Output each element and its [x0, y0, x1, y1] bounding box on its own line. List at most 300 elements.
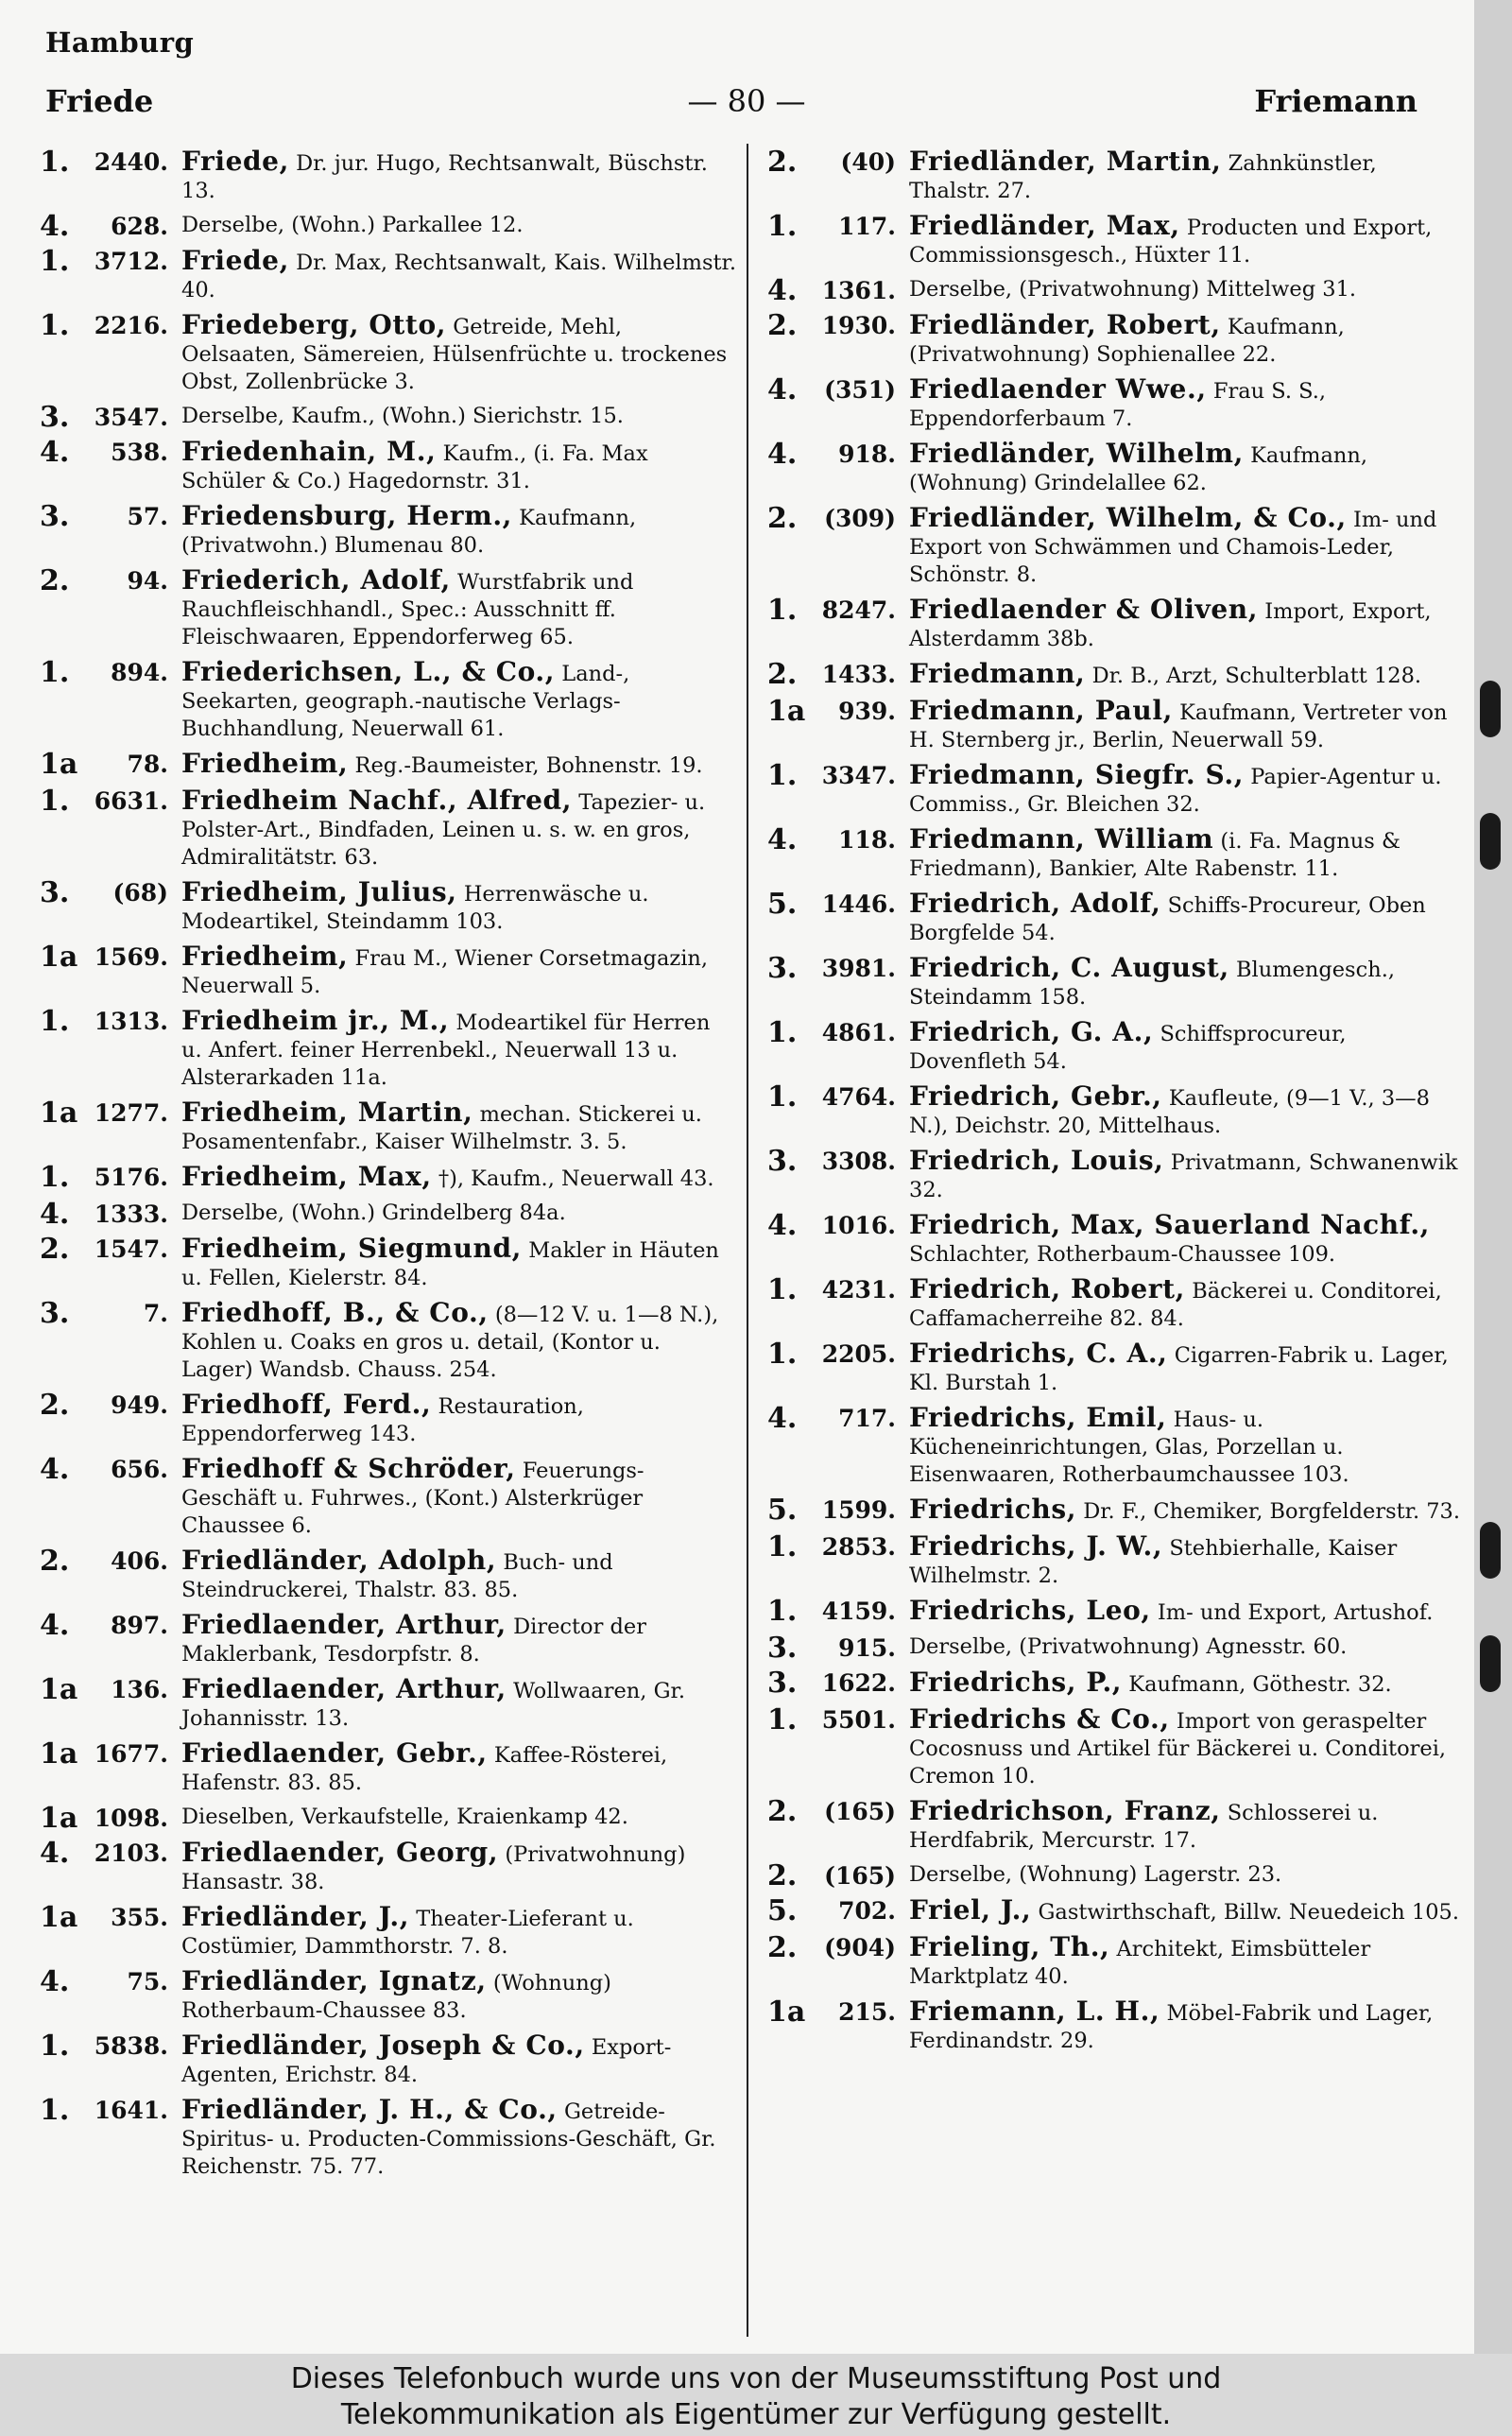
subscriber-details: Cigarren-Fabrik u. Lager, Kl. Burstah 1. [909, 1343, 1449, 1395]
entry-body [181, 658, 737, 743]
entry-body [909, 660, 1465, 690]
line-number: 1333. [94, 1201, 168, 1228]
line-number: 2853. [821, 1533, 896, 1561]
phone-number [767, 210, 909, 243]
line-number: 5501. [821, 1706, 896, 1734]
line-number: (68) [112, 879, 168, 907]
entry-body [909, 276, 1465, 303]
phone-number [767, 1530, 909, 1564]
subscriber-name: Friedheim, [181, 748, 349, 779]
entry-body [181, 1675, 737, 1733]
subscriber-name: Friedrich, G. A., [909, 1016, 1154, 1047]
entry-body [909, 311, 1465, 369]
entry-body [909, 697, 1465, 754]
phone-number [40, 1233, 181, 1266]
exchange-code: 1. [767, 594, 798, 627]
phone-number [767, 1016, 909, 1049]
line-number: 939. [838, 698, 896, 725]
exchange-code: 3. [40, 876, 70, 909]
subscriber-name: Friedrichs, [909, 1494, 1077, 1525]
directory-entry [767, 1147, 1465, 1204]
footer-line: Dieses Telefonbuch wurde uns von der Museumsstiftung Post und [290, 2362, 1222, 2395]
subscriber-details: (i. Fa. Magnus & Friedmann), Bankier, Alte Rabenstr. 11. [909, 829, 1401, 881]
binding-tab [1480, 681, 1501, 737]
exchange-code: 1a [40, 941, 78, 974]
subscriber-name: Friedländer, Adolph, [181, 1545, 497, 1576]
subscriber-details: (Wohnung) Rotherbaum-Chaussee 83. [181, 1971, 611, 2023]
phone-number [40, 1837, 181, 1870]
phone-number [40, 210, 181, 243]
subscriber-name: Friedrichson, Franz, [909, 1795, 1221, 1826]
subscriber-details: Kaufleute, (9—1 V., 3—8 N.), Deichstr. 20, Mittelhaus. [909, 1086, 1430, 1138]
directory-entry [40, 1098, 737, 1156]
directory-entry [40, 438, 737, 495]
exchange-code: 4. [40, 436, 70, 469]
subscriber-name: Friedheim, [181, 941, 349, 972]
directory-entry [767, 1896, 1465, 1926]
subscriber-name: Friede, [181, 146, 289, 177]
directory-entry [767, 375, 1465, 433]
line-number: 1313. [94, 1008, 168, 1035]
exchange-code: 5. [767, 1494, 798, 1527]
line-number: 118. [838, 826, 896, 854]
directory-entry [40, 1903, 737, 1961]
exchange-code: 1. [40, 2094, 70, 2127]
page-edge [1474, 0, 1512, 2354]
directory-entry [767, 1933, 1465, 1991]
line-number: 4764. [821, 1083, 896, 1111]
line-number: 2103. [94, 1840, 168, 1867]
subscriber-details: Zahnkünstler, Thalstr. 27. [909, 151, 1377, 203]
line-number: 2216. [94, 312, 168, 339]
subscriber-name: Friedlaender Wwe., [909, 373, 1207, 405]
entry-body [181, 1903, 737, 1961]
subscriber-name: Friedrich, Max, Sauerland Nachf., [909, 1209, 1431, 1240]
subscriber-name: Friedhoff & Schröder, [181, 1453, 516, 1484]
entry-body [181, 247, 737, 304]
entry-body [909, 440, 1465, 497]
directory-entry [40, 658, 737, 743]
subscriber-name: Friedländer, Wilhelm, & Co., [909, 502, 1347, 533]
directory-entry [767, 1997, 1465, 2055]
line-number: 897. [111, 1612, 168, 1639]
subscriber-name: Friedlaender, Gebr., [181, 1737, 488, 1769]
exchange-code: 2. [767, 1795, 798, 1828]
line-number: 702. [838, 1897, 896, 1925]
subscriber-details: Dr. Max, Rechtsanwalt, Kais. Wilhelmstr. 40. [181, 251, 736, 302]
entry-body [181, 750, 737, 780]
phone-number [40, 1802, 181, 1835]
phone-number [40, 2094, 181, 2127]
directory-entry [767, 274, 1465, 307]
subscriber-details: (Privatwohnung) Hansastr. 38. [181, 1842, 686, 1894]
exchange-code: 3. [767, 1632, 798, 1665]
line-number: 3981. [821, 955, 896, 982]
subscriber-details: Restauration, Eppendorferweg 143. [181, 1394, 584, 1446]
subscriber-details: Frau S. S., Eppendorferbaum 7. [909, 379, 1327, 431]
line-number: 215. [838, 1998, 896, 2026]
exchange-code: 1. [767, 1595, 798, 1628]
directory-entry [40, 1163, 737, 1193]
directory-entry [767, 311, 1465, 369]
directory-entry [40, 2096, 737, 2181]
line-number: 1622. [821, 1669, 896, 1697]
subscriber-name: Friedeberg, Otto, [181, 309, 447, 340]
exchange-code: 1a [40, 1097, 78, 1130]
phone-number [40, 146, 181, 179]
exchange-code: 2. [767, 1931, 798, 1964]
directory-entry [767, 440, 1465, 497]
entry-body [181, 1455, 737, 1540]
directory-entry [40, 1839, 737, 1896]
phone-number [40, 245, 181, 278]
subscriber-details: Wurstfabrik und Rauchfleischhandl., Spec.: Ausschnitt ff. Fleischwaaren, Eppendorferweg 65. [181, 570, 634, 649]
subscriber-details: mechan. Stickerei u. Posamentenfabr., Kaiser Wilhelmstr. 3. 5. [181, 1102, 702, 1154]
exchange-code: 1a [767, 1995, 806, 2029]
binding-tab [1480, 1635, 1501, 1692]
entry-body [909, 1705, 1465, 1790]
column-divider [747, 144, 748, 2337]
entry-body [181, 1235, 737, 1292]
subscriber-name: Friedheim jr., M., [181, 1005, 450, 1036]
phone-number [40, 2030, 181, 2063]
line-number: 628. [111, 213, 168, 240]
directory-entry [767, 504, 1465, 589]
directory-entry [767, 147, 1465, 205]
entry-body [909, 147, 1465, 205]
directory-entry [40, 1611, 737, 1668]
phone-number [40, 1297, 181, 1330]
directory-entry [767, 1082, 1465, 1140]
entry-body [909, 1147, 1465, 1204]
entry-body [909, 212, 1465, 269]
phone-number [40, 566, 181, 595]
exchange-code: 3. [40, 1297, 70, 1330]
line-number: 75. [127, 1968, 168, 1995]
line-number: 117. [838, 213, 896, 240]
directory-entry [40, 147, 737, 205]
line-number: 1277. [94, 1099, 168, 1127]
phone-number [40, 401, 181, 434]
subscriber-details: Frau M., Wiener Corsetmagazin, Neuerwall 5. [181, 946, 709, 998]
entry-body [909, 890, 1465, 947]
subscriber-details: Gastwirthschaft, Billw. Neuedeich 105. [1038, 1900, 1459, 1925]
exchange-code: 1. [40, 785, 70, 818]
entry-body [181, 403, 737, 430]
page-number: — 80 — [687, 83, 806, 119]
entry-body [909, 954, 1465, 1011]
subscriber-name: Friedländer, Robert, [909, 309, 1221, 340]
entry-body [181, 566, 737, 651]
line-number: 5838. [94, 2032, 168, 2060]
exchange-code: 3. [767, 952, 798, 985]
phone-number [767, 1209, 909, 1242]
subscriber-name: Friedlaender, Arthur, [181, 1609, 507, 1640]
phone-number [767, 1595, 909, 1628]
line-number: 78. [127, 751, 168, 778]
line-number: 1446. [821, 890, 896, 918]
subscriber-name: Friedrichs & Co., [909, 1703, 1170, 1735]
entry-body [181, 878, 737, 936]
entry-body [181, 1546, 737, 1604]
subscriber-name: Friedheim, Siegmund, [181, 1233, 523, 1264]
exchange-code: 1. [767, 1273, 798, 1306]
exchange-code: 1a [40, 1802, 78, 1835]
subscriber-name: Friedrichs, Emil, [909, 1402, 1167, 1433]
phone-number [767, 1931, 909, 1964]
line-number: 1569. [94, 943, 168, 971]
line-number: 5176. [94, 1164, 168, 1191]
phone-number [767, 1667, 909, 1700]
entry-body [909, 1597, 1465, 1627]
line-number: 1930. [821, 312, 896, 339]
phone-number [40, 1389, 181, 1422]
subscriber-name: Friedländer, Martin, [909, 146, 1222, 177]
directory-entry [767, 1668, 1465, 1699]
exchange-code: 1. [767, 759, 798, 792]
exchange-code: 4. [40, 1609, 70, 1642]
subscriber-details: Kaufmann, Vertreter von H. Sternberg jr., Berlin, Neuerwall 59. [909, 700, 1448, 752]
subscriber-details: Derselbe, (Wohnung) Lagerstr. 23. [909, 1862, 1282, 1887]
phone-number [767, 1795, 909, 1828]
subscriber-details: Derselbe, (Privatwohnung) Mittelweg 31. [909, 277, 1357, 302]
exchange-code: 1a [40, 748, 78, 781]
line-number: 136. [111, 1676, 168, 1703]
subscriber-details: Land-, Seekarten, geograph.-nautische Verlags-Buchhandlung, Neuerwall 61. [181, 662, 630, 741]
subscriber-details: Herrenwäsche u. Modeartikel, Steindamm 103. [181, 882, 649, 934]
directory-entry [767, 660, 1465, 690]
line-number: 3547. [94, 404, 168, 431]
directory-entry [767, 1797, 1465, 1855]
binding-tab [1480, 813, 1501, 870]
phone-number [767, 274, 909, 307]
exchange-code: 2. [40, 564, 70, 597]
exchange-code: 2. [767, 146, 798, 179]
directory-entry [40, 1546, 737, 1604]
exchange-code: 4. [767, 438, 798, 471]
subscriber-details: Bäckerei u. Conditorei, Caffamacherreihe 82. 84. [909, 1279, 1442, 1331]
exchange-code: 4. [767, 274, 798, 307]
header-first-entry: Friede [45, 83, 154, 119]
subscriber-name: Friedhoff, Ferd., [181, 1389, 432, 1420]
subscriber-details: Möbel-Fabrik und Lager, Ferdinandstr. 29. [909, 2001, 1434, 2053]
line-number: 894. [111, 659, 168, 686]
subscriber-details: Getreide, Mehl, Oelsaaten, Sämereien, Hülsenfrüchte u. trockenes Obst, Zollenbrücke 3. [181, 315, 728, 394]
directory-entry [767, 761, 1465, 819]
line-number: 2205. [821, 1340, 896, 1368]
line-number: 1098. [94, 1805, 168, 1832]
phone-number [767, 1861, 909, 1890]
subscriber-name: Friedländer, Ignatz, [181, 1965, 487, 1996]
phone-number [767, 502, 909, 535]
entry-body [181, 1611, 737, 1668]
directory-entry [40, 1967, 737, 2025]
subscriber-details: Export-Agenten, Erichstr. 84. [181, 2035, 672, 2087]
entry-body [909, 761, 1465, 819]
subscriber-name: Friedländer, J. H., & Co., [181, 2094, 558, 2125]
subscriber-name: Friedheim Nachf., Alfred, [181, 785, 573, 816]
entry-body [909, 1933, 1465, 1991]
line-number: 3712. [94, 248, 168, 275]
line-number: 7. [143, 1300, 168, 1327]
subscriber-details: Schlachter, Rotherbaum-Chaussee 109. [909, 1242, 1336, 1267]
subscriber-name: Friedlaender, Georg, [181, 1837, 499, 1868]
entry-body [181, 2031, 737, 2089]
exchange-code: 4. [767, 1402, 798, 1435]
exchange-code: 1. [767, 1530, 798, 1564]
phone-number [767, 594, 909, 627]
subscriber-name: Friedhoff, B., & Co., [181, 1297, 489, 1328]
directory-entry [767, 954, 1465, 1011]
exchange-code: 3. [767, 1667, 798, 1700]
subscriber-name: Friedrichs, C. A., [909, 1338, 1168, 1369]
entry-body [909, 1997, 1465, 2055]
phone-number [767, 1632, 909, 1665]
line-number: 4861. [821, 1019, 896, 1046]
entry-body [181, 147, 737, 205]
entry-body [909, 375, 1465, 433]
subscriber-details: Director der Maklerbank, Tesdorpfstr. 8. [181, 1615, 646, 1667]
running-head-city: Hamburg [45, 26, 195, 59]
phone-number [767, 658, 909, 691]
line-number: 406. [111, 1547, 168, 1575]
line-number: 1016. [821, 1212, 896, 1239]
subscriber-name: Friedrich, Adolf, [909, 888, 1161, 919]
directory-entry [767, 1861, 1465, 1890]
directory-entry [40, 401, 737, 434]
entry-body [909, 596, 1465, 653]
entry-body [909, 1211, 1465, 1269]
subscriber-name: Friedländer, J., [181, 1901, 410, 1932]
subscriber-name: Friemann, L. H., [909, 1995, 1160, 2027]
line-number: 355. [111, 1904, 168, 1931]
subscriber-details: Producten und Export, Commissionsgesch., Hüxter 11. [909, 216, 1433, 268]
subscriber-name: Friedrichs, P., [909, 1667, 1123, 1698]
line-number: 6631. [94, 787, 168, 815]
line-number: 717. [838, 1405, 896, 1432]
phone-number [40, 1097, 181, 1130]
phone-number [40, 941, 181, 974]
phone-number [40, 1965, 181, 1998]
phone-number [40, 1161, 181, 1194]
entry-body [181, 2096, 737, 2181]
directory-entry [767, 1597, 1465, 1627]
entry-body [181, 311, 737, 396]
entry-body [909, 825, 1465, 883]
subscriber-name: Friedheim, Julius, [181, 876, 457, 907]
phone-number [767, 1494, 909, 1527]
phone-number [767, 1995, 909, 2029]
exchange-code: 1a [40, 1901, 78, 1934]
subscriber-name: Friederich, Adolf, [181, 564, 451, 596]
exchange-code: 1. [40, 2030, 70, 2063]
phone-number [40, 1453, 181, 1486]
phone-number [40, 309, 181, 342]
subscriber-details: Kaufmann, (Privatwohn.) Blumenau 80. [181, 506, 637, 558]
exchange-code: 1. [40, 656, 70, 689]
subscriber-name: Friedrichs, J. W., [909, 1530, 1163, 1562]
line-number: 656. [111, 1456, 168, 1483]
subscriber-details: Derselbe, (Wohn.) Parkallee 12. [181, 213, 524, 237]
line-number: (165) [824, 1798, 896, 1825]
subscriber-details: Feuerungs-Geschäft u. Fuhrwes., (Kont.) Alsterkrüger Chaussee 6. [181, 1459, 644, 1538]
subscriber-details: Kaufmann, Göthestr. 32. [1128, 1672, 1392, 1697]
subscriber-name: Friedenhain, M., [181, 436, 437, 467]
entry-body [909, 1797, 1465, 1855]
directory-entry [767, 1018, 1465, 1076]
subscriber-details: Tapezier- u. Polster-Art., Bindfaden, Leinen u. s. w. en gros, Admiralitätstr. 63. [181, 790, 706, 870]
line-number: 1641. [94, 2097, 168, 2124]
directory-entry [40, 1802, 737, 1835]
exchange-code: 1. [40, 309, 70, 342]
subscriber-details: Kaufmann, (Privatwohnung) Sophienallee 22. [909, 315, 1345, 367]
subscriber-name: Friedheim, Max, [181, 1161, 432, 1192]
subscriber-details: Architekt, Eimsbütteler Marktplatz 40. [909, 1937, 1371, 1989]
phone-number [767, 1338, 909, 1371]
subscriber-details: Derselbe, Kaufm., (Wohn.) Sierichstr. 15. [181, 404, 624, 428]
phone-number [767, 695, 909, 728]
phone-number [767, 759, 909, 792]
exchange-code: 4. [767, 373, 798, 406]
phone-number [40, 1005, 181, 1038]
exchange-code: 1. [767, 1080, 798, 1114]
subscriber-details: Derselbe, (Privatwohnung) Agnesstr. 60. [909, 1634, 1348, 1659]
subscriber-details: Makler in Häuten u. Fellen, Kielerstr. 84. [181, 1238, 719, 1290]
directory-entry [40, 750, 737, 780]
subscriber-details: Buch- und Steindruckerei, Thalstr. 83. 85. [181, 1550, 613, 1602]
line-number: 538. [111, 439, 168, 466]
directory-entry [40, 1455, 737, 1540]
subscriber-name: Friedlaender & Oliven, [909, 594, 1259, 625]
subscriber-details: Kaffee-Rösterei, Hafenstr. 83. 85. [181, 1743, 668, 1795]
entry-body [909, 1339, 1465, 1397]
entry-body [181, 438, 737, 495]
exchange-code: 2. [40, 1545, 70, 1578]
subscriber-name: Friedrich, Louis, [909, 1145, 1164, 1176]
line-number: 4159. [821, 1598, 896, 1625]
phone-number [767, 1145, 909, 1178]
subscriber-details: Schlosserei u. Herdfabrik, Mercurstr. 17. [909, 1801, 1379, 1853]
line-number: 2440. [94, 148, 168, 176]
exchange-code: 3. [40, 500, 70, 533]
directory-entry [40, 210, 737, 243]
entry-body [181, 1839, 737, 1896]
subscriber-name: Friedheim, Martin, [181, 1097, 473, 1128]
directory-entry [40, 247, 737, 304]
directory-entry [767, 1705, 1465, 1790]
exchange-code: 4. [40, 1837, 70, 1870]
line-number: 3308. [821, 1148, 896, 1175]
right-column [767, 147, 1465, 2062]
phone-number [767, 825, 909, 854]
directory-entry [40, 2031, 737, 2089]
line-number: (40) [840, 148, 896, 176]
entry-body [909, 1275, 1465, 1333]
directory-entry [767, 890, 1465, 947]
entry-body [909, 1896, 1465, 1926]
line-number: 915. [838, 1634, 896, 1662]
phone-number [767, 1402, 909, 1435]
subscriber-details: Kaufmann, (Wohnung) Grindelallee 62. [909, 443, 1368, 495]
subscriber-details: Dr. jur. Hugo, Rechtsanwalt, Büschstr. 13. [181, 151, 708, 203]
exchange-code: 1. [767, 210, 798, 243]
exchange-code: 3. [767, 1145, 798, 1178]
subscriber-details: Schiffs-Procureur, Oben Borgfelde 54. [909, 893, 1426, 945]
subscriber-details: Dieselben, Verkaufstelle, Kraienkamp 42. [181, 1805, 628, 1829]
directory-entry [767, 212, 1465, 269]
subscriber-name: Friedrich, C. August, [909, 952, 1229, 983]
entry-body [909, 1532, 1465, 1590]
